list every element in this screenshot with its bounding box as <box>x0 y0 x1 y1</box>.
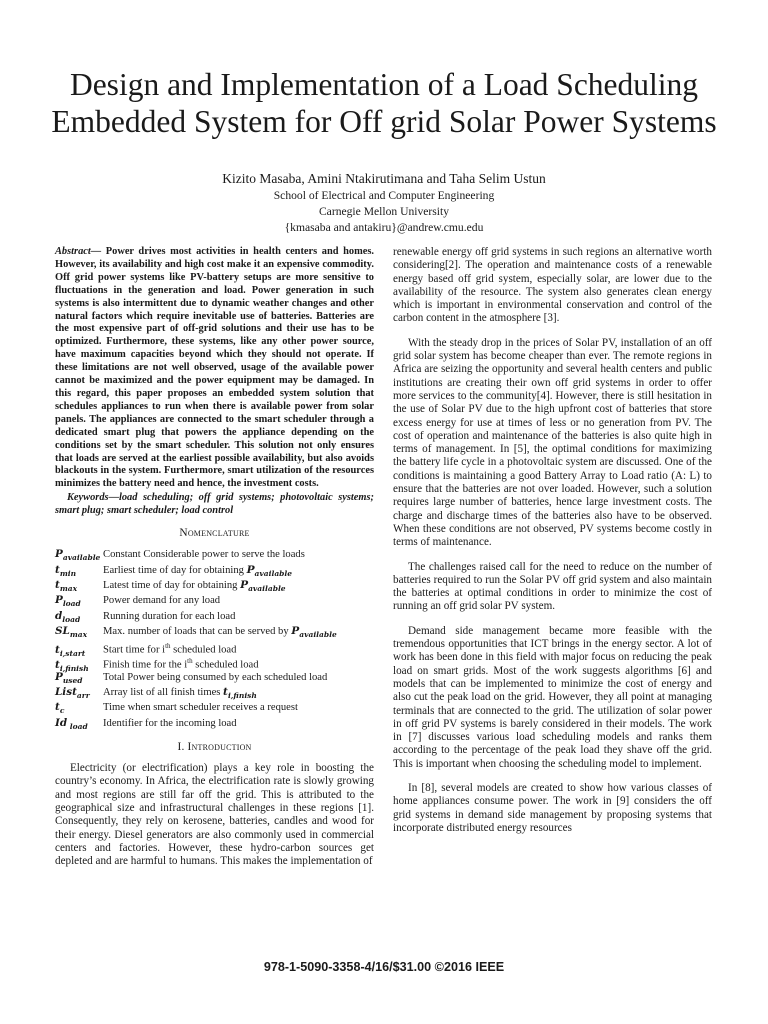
nomenclature-item <box>55 717 374 732</box>
affiliation-university: Carnegie Mellon University <box>318 205 450 218</box>
abstract <box>55 246 374 491</box>
keywords-text: load scheduling; off grid systems; photovoltaic systems; smart plug; smart scheduler; load control <box>55 492 374 517</box>
keywords-lead: Keywords— <box>67 492 119 504</box>
author-list: Kizito Masaba, Amini Ntakirutimana and Taha Selim Ustun <box>222 171 546 186</box>
right-paragraph-4: Demand side management became more feasible with the tremendous opportunities that ICT brings in the energy sector. A lot of work has been done in this field with major focus on reducing the peak load on smart grids. Most of the work suggests algorithms [6] and models that can be implemented to minimize the cost of energy and also cut the peak load on the grid. However, they all point at managing terminals that are connected to the grid. The utilization of solar power in off grid PV systems is barely considered in their models. The work in [7] discusses various load scheduling models and ranks them according to the percentage of the peak load they shave off the grid. This is important when choosing the scheduling model to implement. <box>393 624 712 770</box>
nomenclature-description: Max. number of loads that can be served by $P_{available}$ <box>103 624 337 639</box>
nomenclature-description: Start time for $i^{th}$ scheduled load <box>103 642 237 656</box>
nomenclature-description: Latest time of day for obtaining $P_{available}$ <box>103 578 286 594</box>
copyright-footer: 978-1-5090-3358-4/16/$31.00 ©2016 IEEE <box>263 960 505 974</box>
nomenclature-symbol: Id $_{load}$ <box>55 716 88 731</box>
intro-paragraph: Electricity (or electrification) plays a key role in boosting the country’s economy. In Africa, the electrification rate is slowly growing and most regions are still far off the grid. This is attributed to the geographical size and infrastructural challenges in these regions [1]. Consequently, they rely on kerosene, batteries, candles and wood for their energy. Diesel generators are also commonly used in commercial centers and factories. However, these hydro-carbon sources get depleted and are harmful to humans. This makes the implementation of <box>55 762 374 868</box>
nomenclature-description: Finish time for the $i^{th}$ scheduled load <box>103 657 259 671</box>
nomenclature-symbol: List$_{arr}$ <box>55 686 90 701</box>
nomenclature-symbol: $t_{max}$ <box>55 578 78 593</box>
nomenclature-description: Time when smart scheduler receives a request <box>103 702 298 714</box>
nomenclature-item <box>55 655 374 674</box>
nomenclature-symbol: $t_{i,finish}$ <box>55 658 89 674</box>
abstract-text: Power drives most activities in health centers and homes. However, its availability and high cost make it an expensive commodity. Off grid power systems like PV-battery setups are more sensitive to fluctuations in the generation and load. Power generation in such systems is also intermittent due to dynamic weather changes and other natural factors which require inevitable use of batteries. Batteries are the most expensive part of off-grid solutions and their use has to be optimized. Furthermore, these systems, like any other power source, have maximum capacities beyond which they should not operate. If these limitations are not well observed, usage of the available power cannot be maximized and the power equipment may be damaged. In this regard, this paper proposes an embedded system solution that schedules appliances to run when there is available power from solar panels. The appliances are connected to the smart scheduler through a dedicated smart plug that powers the appliance depending on the conditions set by the smart scheduler. This solution not only ensures that loads are served at the earliest possible availability, but also avoids blackouts in the system. Furthermore, smart utilization of the resources minimizes the battery need and hence, the investment costs. <box>55 246 374 490</box>
nomenclature-symbol: $P_{available}$ <box>55 548 101 563</box>
introduction-heading: I. Introduction <box>177 740 252 753</box>
nomenclature-item <box>55 594 374 609</box>
right-paragraph-3: The challenges raised call for the need to reduce on the number of batteries required to run the Solar PV off grid system and also maintain the batteries at optimal conditions in order to minimize the cost of running an off grid solar PV system. <box>393 560 712 613</box>
nomenclature-symbol: $t_{min}$ <box>55 563 77 578</box>
right-paragraph-1: renewable energy off grid systems in such regions an alternative worth considering[2]. The operation and maintenance costs of a renewable energy based off grid system, especially solar, are lower due to the availability of the resource. The system also generates clean energy which is important in environmental conservation and control of the carbon content in the atmosphere [3]. <box>393 246 712 325</box>
paper-title: Design and Implementation of a Load Scheduling Embedded System for Off grid Solar Power Systems <box>51 67 717 139</box>
nomenclature-item <box>55 564 374 579</box>
nomenclature-symbol: $P_{load}$ <box>55 594 81 609</box>
nomenclature-item <box>55 579 374 594</box>
affiliation <box>40 188 728 236</box>
nomenclature-description: Total Power being consumed by each scheduled load <box>103 671 328 683</box>
nomenclature-symbol: $t_{i,start}$ <box>55 643 86 658</box>
nomenclature-item <box>55 625 374 640</box>
nomenclature-description: Array list of all finish times $t_{i,finish}$ <box>103 686 257 701</box>
nomenclature-item <box>55 610 374 625</box>
left-column <box>55 246 374 880</box>
abstract-lead: Abstract— <box>55 246 102 257</box>
nomenclature-heading: Nomenclature <box>179 527 250 540</box>
right-paragraph-2: With the steady drop in the prices of Solar PV, installation of an off grid solar system has become cheaper than ever. The remote regions in Africa are seizing the opportunity and several health centers and public institutions are creating their own off grid systems in order to offer more services to the community[4]. However, there is still hesitation in the use of Solar PV due to the high upfront cost of batteries that store excess energy for use at times of less or no generation from PV. The cost of operation and maintenance of the batteries is also quite high in terms of management. In [5], the optimal conditions for maximizing the battery life cycle in a photovoltaic system are discussed. One of the conditions is maintaining a good Battery Array to Load ratio (A: L) to ensure that the batteries are not over loaded. However, such a solution requires large number of batteries, hence large investment costs. The charge and discharge times of the batteries also have to be observed. When these conditions are not observed, PV systems become costly in terms of maintenance. <box>393 336 712 549</box>
nomenclature-description: Earliest time of day for obtaining $P_{available}$ <box>103 563 293 578</box>
nomenclature-description: Identifier for the incoming load <box>103 717 237 729</box>
right-column <box>393 246 712 846</box>
nomenclature-item <box>55 640 374 658</box>
nomenclature-description: Running duration for each load <box>103 610 236 622</box>
nomenclature-item <box>55 686 374 701</box>
nomenclature-symbol: $SL_{max}$ <box>55 624 88 639</box>
nomenclature-item <box>55 701 374 716</box>
affiliation-email: {kmasaba and antakiru}@andrew.cmu.edu <box>284 221 484 234</box>
keywords <box>55 492 374 518</box>
affiliation-department: School of Electrical and Computer Engineering <box>273 189 495 202</box>
nomenclature-item <box>55 548 374 563</box>
nomenclature-list <box>55 548 374 732</box>
nomenclature-symbol: $d_{load}$ <box>55 609 81 624</box>
right-paragraph-5: In [8], several models are created to show how various classes of home appliances consume power. The work in [9] considers the off grid systems in demand side management by proposing systems that incorporate distributed energy resources <box>393 781 712 834</box>
nomenclature-symbol: $P_{used}$ <box>55 670 83 685</box>
nomenclature-description: Constant Considerable power to serve the loads <box>103 549 305 561</box>
nomenclature-symbol: $t_c$ <box>55 701 65 716</box>
nomenclature-description: Power demand for any load <box>103 595 221 607</box>
nomenclature-item <box>55 671 374 686</box>
